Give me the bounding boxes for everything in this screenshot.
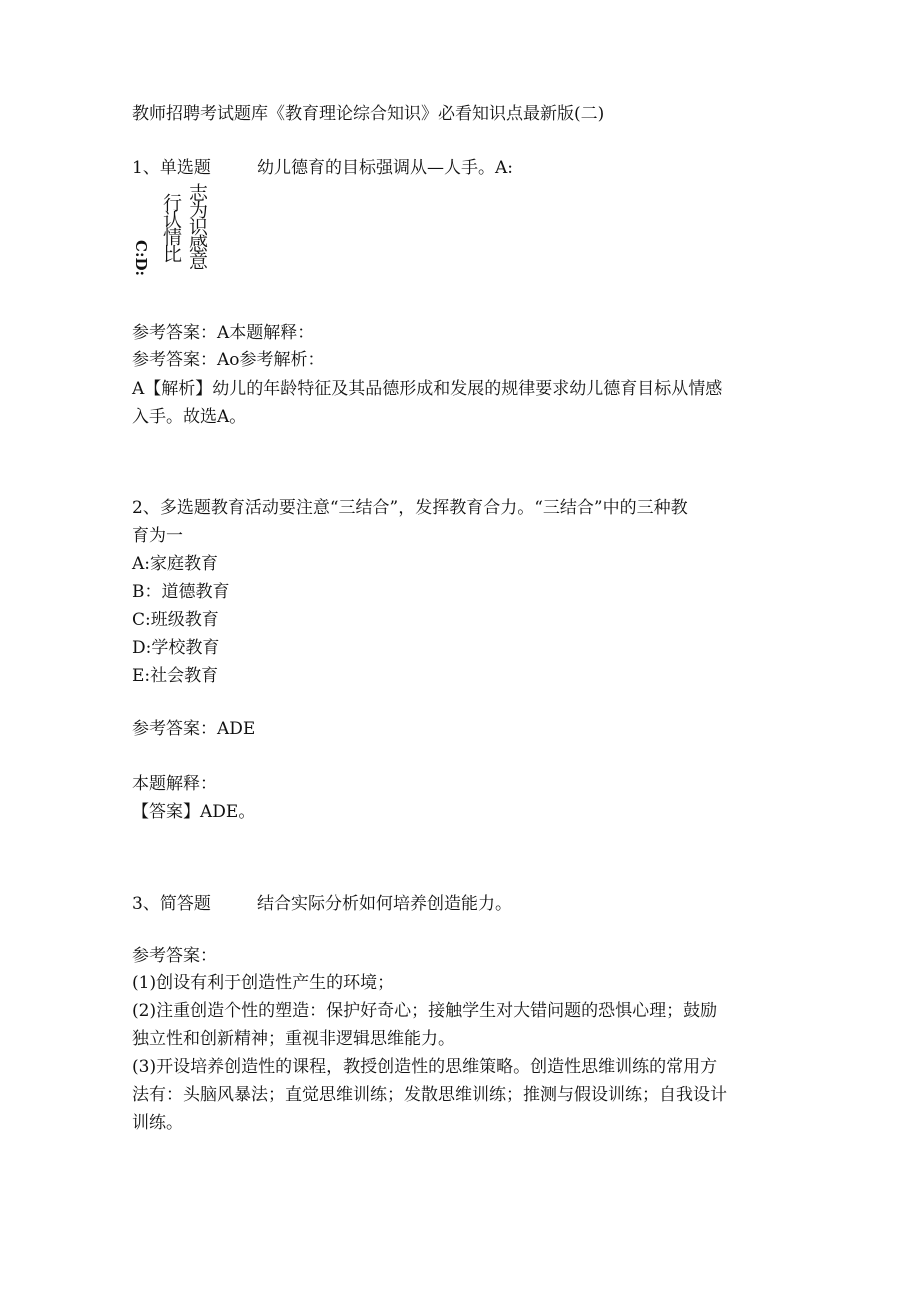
q1-answer-line-2: 参考答案：Ao参考解析： — [132, 350, 325, 370]
q1-stem: 幼儿德育的目标强调从—人手。A: — [257, 158, 514, 178]
q3-header — [132, 892, 512, 916]
q2-option-b: B：道德教育 — [132, 582, 230, 602]
q2-answer: 参考答案：ADE — [132, 719, 256, 739]
q3-number: 3、简答题 — [132, 894, 211, 914]
q2-stem-line-2: 育为一 — [132, 526, 183, 546]
q2-explain: 【答案】ADE。 — [132, 802, 256, 822]
q1-options-column-1: 行认情比 — [160, 193, 182, 261]
q2-stem-line-1: 2、多选题教育活动要注意“三结合”，发挥教育合力。“三结合”中的三种教 — [132, 498, 688, 518]
q1-option-letters: C:D: — [132, 240, 150, 277]
q3-answer-line-4: (3)开设培养创造性的课程，教授创造性的思维策略。创造性思维训练的常用方 — [132, 1057, 718, 1077]
q2-explain-label: 本题解释： — [132, 774, 217, 794]
q3-answer-label: 参考答案： — [132, 946, 217, 966]
q3-answer-line-2: (2)注重创造个性的塑造：保护好奇心；接触学生对大错问题的恐惧心理；鼓励 — [132, 1001, 718, 1021]
q1-options-column-2: 志为识感意 — [186, 183, 208, 268]
q3-stem: 结合实际分析如何培养创造能力。 — [257, 894, 512, 914]
q2-option-e: E:社会教育 — [132, 666, 219, 686]
q3-answer-line-3: 独立性和创新精神；重视非逻辑思维能力。 — [132, 1029, 455, 1049]
q2-option-d: D:学校教育 — [132, 638, 220, 658]
q3-answer-line-6: 训练。 — [132, 1113, 183, 1133]
q1-number: 1、单选题 — [132, 158, 211, 178]
q1-analysis-line-2: 入手。故选A。 — [132, 407, 247, 427]
document-title: 教师招聘考试题库《教育理论综合知识》必看知识点最新版(二) — [132, 104, 605, 124]
q2-option-a: A:家庭教育 — [132, 554, 219, 574]
q1-analysis-line-1: A【解析】幼儿的年龄特征及其品德形成和发展的规律要求幼儿德育目标从情感 — [132, 379, 723, 399]
q2-option-c: C:班级教育 — [132, 610, 219, 630]
q3-answer-line-1: (1)创设有利于创造性产生的环境； — [132, 973, 395, 993]
q1-header — [132, 156, 513, 180]
q1-answer-line-1: 参考答案：A本题解释： — [132, 323, 315, 343]
q3-answer-line-5: 法有：头脑风暴法；直觉思维训练；发散思维训练；推测与假设训练；自我设计 — [132, 1085, 727, 1105]
